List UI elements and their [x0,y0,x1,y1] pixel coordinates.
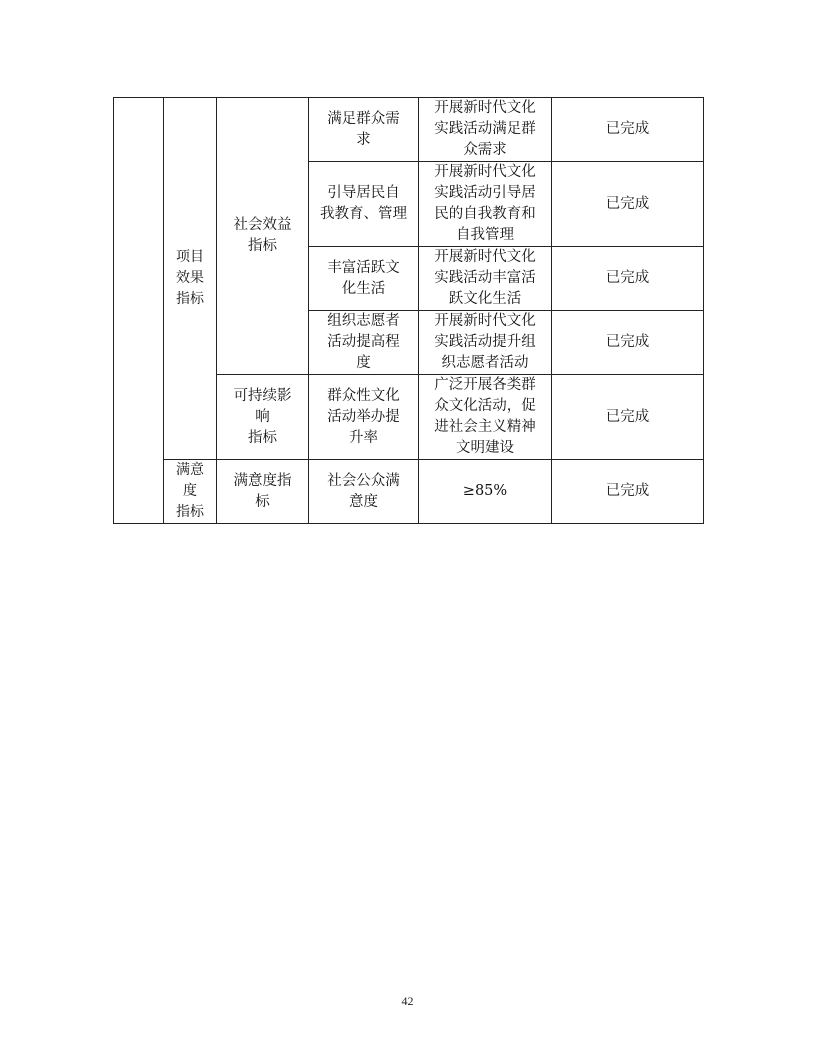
level2-sustain-cell: 可持续影 响 指标 [217,375,309,460]
level1-satisfaction-cell: 满意 度 指标 [164,460,217,524]
indicator-cell: 社会公众满 意度 [309,460,419,524]
target-cell: 开展新时代文化 实践活动满足群 众需求 [419,98,552,162]
table-row [114,460,704,524]
status-cell: 已完成 [552,162,704,247]
status-cell: 已完成 [552,98,704,162]
blank-category-cell [114,98,164,524]
table-row [114,98,704,162]
level2-satisfaction-cell: 满意度指 标 [217,460,309,524]
indicator-cell: 引导居民自 我教育、管理 [309,162,419,247]
target-cell: 开展新时代文化 实践活动丰富活 跃文化生活 [419,247,552,311]
indicator-cell: 组织志愿者 活动提高程 度 [309,311,419,375]
status-cell: 已完成 [552,375,704,460]
performance-indicator-table [113,97,704,524]
status-cell: 已完成 [552,460,704,524]
target-cell: 广泛开展各类群 众文化活动，促 进社会主义精神 文明建设 [419,375,552,460]
target-cell: ≥85% [419,460,552,524]
indicator-cell: 丰富活跃文 化生活 [309,247,419,311]
status-cell: 已完成 [552,247,704,311]
indicator-cell: 群众性文化 活动举办提 升率 [309,375,419,460]
level1-effect-cell: 项目 效果 指标 [164,98,217,460]
page-number: 42 [401,994,414,1008]
indicator-cell: 满足群众需 求 [309,98,419,162]
target-cell: 开展新时代文化 实践活动引导居 民的自我教育和 自我管理 [419,162,552,247]
status-cell: 已完成 [552,311,704,375]
target-cell: 开展新时代文化 实践活动提升组 织志愿者活动 [419,311,552,375]
level2-social-cell: 社会效益 指标 [217,98,309,375]
